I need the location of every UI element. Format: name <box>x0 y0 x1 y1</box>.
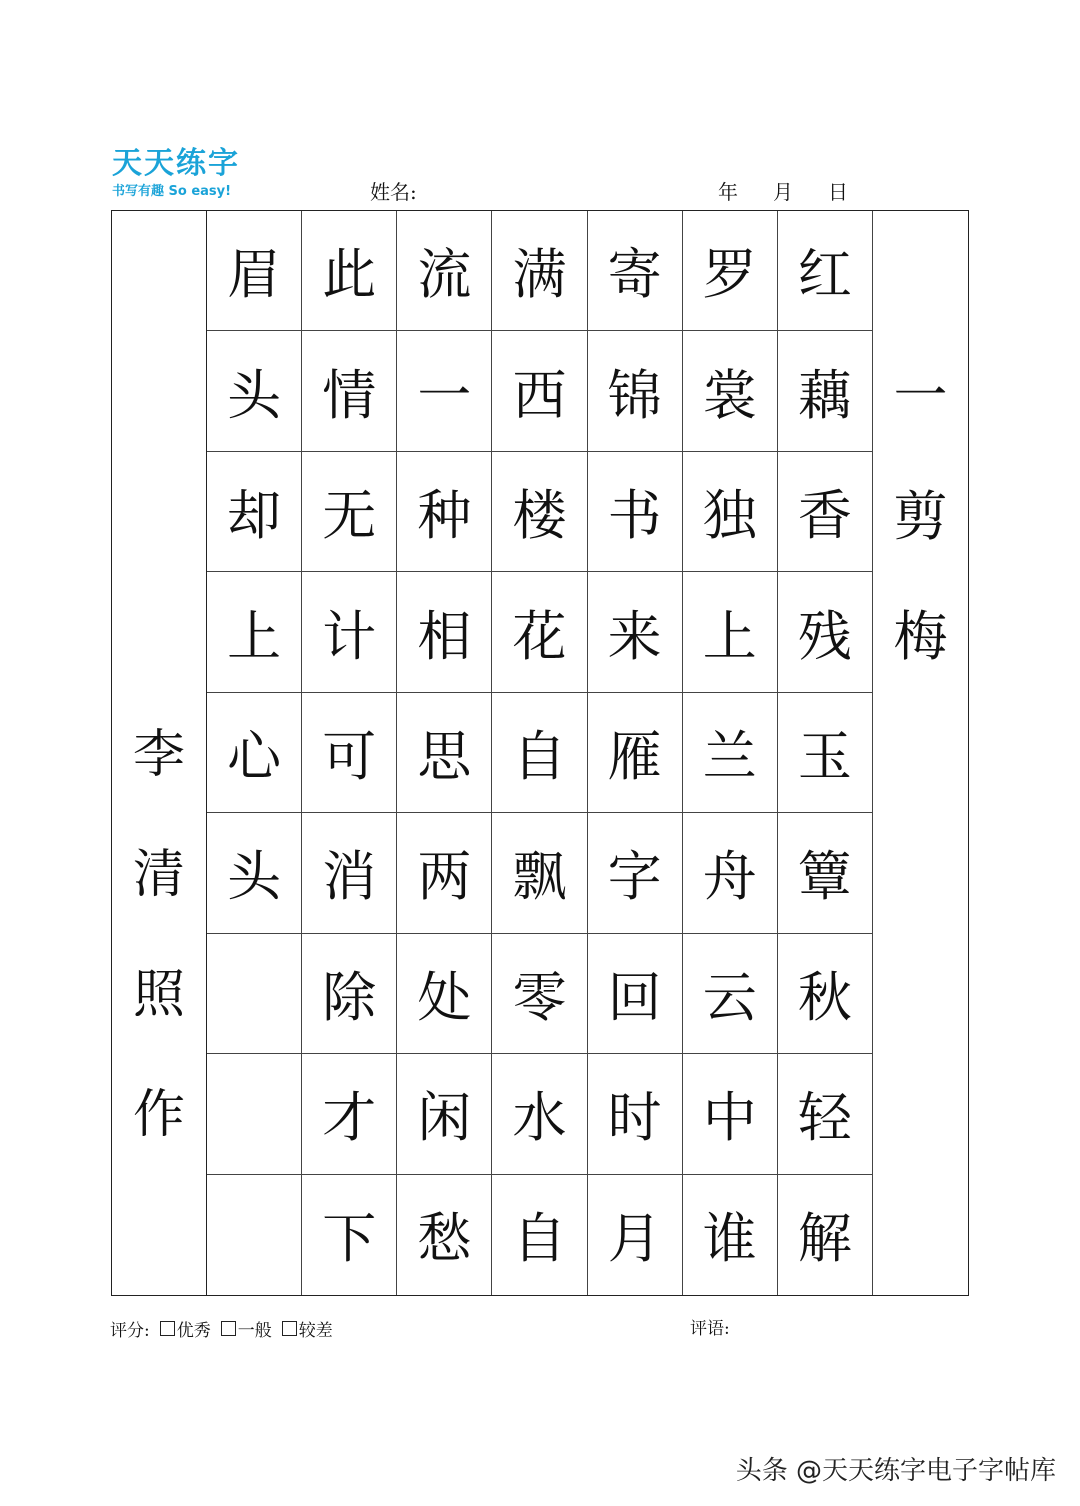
grid-cell: 下 <box>302 1175 397 1295</box>
brand-title: 天天练字 <box>112 146 240 181</box>
grid-cell: 书 <box>588 452 683 572</box>
checkbox-excellent[interactable] <box>160 1321 175 1336</box>
grid-cell: 雁 <box>588 693 683 813</box>
grid-cell: 自 <box>492 693 587 813</box>
name-label: 姓名: <box>370 180 417 204</box>
author-char: 李 <box>132 724 185 785</box>
grid-cell: 消 <box>302 813 397 933</box>
grid-cell <box>873 1175 968 1295</box>
grid-cell: 秋 <box>778 934 873 1054</box>
grid-cell: 香 <box>778 452 873 572</box>
grid-cell: 无 <box>302 452 397 572</box>
grid-cell: 簟 <box>778 813 873 933</box>
grid-cell: 谁 <box>683 1175 778 1295</box>
brand-slogan: 书写有趣 So easy! <box>112 184 232 199</box>
grid-cell: 玉 <box>778 693 873 813</box>
grid-cell: 处 <box>397 934 492 1054</box>
grid-cell: 思 <box>397 693 492 813</box>
grid-cell: 种 <box>397 452 492 572</box>
grid-cell: 云 <box>683 934 778 1054</box>
grid-cell: 罗 <box>683 211 778 331</box>
checkbox-average[interactable] <box>221 1321 236 1336</box>
author-char: 作 <box>132 1084 185 1145</box>
grid-cell <box>873 813 968 933</box>
day-label: 日 <box>828 180 848 204</box>
grid-cell: 时 <box>588 1054 683 1174</box>
grid-cell: 来 <box>588 572 683 692</box>
author-char: 照 <box>132 964 185 1025</box>
grid-cell: 却 <box>207 452 302 572</box>
grid-cell: 头 <box>207 331 302 451</box>
grid-cell: 独 <box>683 452 778 572</box>
grid-cell <box>207 1175 302 1295</box>
grid-cell: 解 <box>778 1175 873 1295</box>
option-poor: 较差 <box>298 1321 333 1341</box>
grid-cell <box>873 934 968 1054</box>
grid-cell: 兰 <box>683 693 778 813</box>
grid-cell: 红 <box>778 211 873 331</box>
grid-cell: 情 <box>302 331 397 451</box>
grid-cell: 心 <box>207 693 302 813</box>
grid-cell: 寄 <box>588 211 683 331</box>
grid-cell: 飘 <box>492 813 587 933</box>
grid-cell: 月 <box>588 1175 683 1295</box>
grid-cell: 一 <box>397 331 492 451</box>
grid-cell: 此 <box>302 211 397 331</box>
option-excellent: 优秀 <box>176 1321 211 1341</box>
grid-cell: 零 <box>492 934 587 1054</box>
grid-cell <box>207 1054 302 1174</box>
month-label: 月 <box>773 180 793 204</box>
grid-cell: 剪 <box>893 484 948 548</box>
grid-cell: 残 <box>778 572 873 692</box>
checkbox-poor[interactable] <box>282 1321 297 1336</box>
grid-cell: 头 <box>207 813 302 933</box>
grid-cell: 闲 <box>397 1054 492 1174</box>
grid-cell: 字 <box>588 813 683 933</box>
author-char: 清 <box>132 844 185 905</box>
grid-cell: 水 <box>492 1054 587 1174</box>
grid-cell: 锦 <box>588 331 683 451</box>
grid-cell: 轻 <box>778 1054 873 1174</box>
year-label: 年 <box>718 180 738 204</box>
grid-cell: 流 <box>397 211 492 331</box>
grid-cell <box>873 211 968 331</box>
practice-grid <box>111 210 969 1296</box>
score-line <box>110 1316 333 1341</box>
grid-cell: 舟 <box>683 813 778 933</box>
grid-cell: 上 <box>683 572 778 692</box>
grid-cell: 可 <box>302 693 397 813</box>
grid-cell: 愁 <box>397 1175 492 1295</box>
grid-cell: 两 <box>397 813 492 933</box>
score-label: 评分: <box>110 1321 150 1341</box>
grid-cell: 除 <box>302 934 397 1054</box>
watermark: 头条 @天天练字电子字帖库 <box>735 1456 1056 1486</box>
author-column <box>112 211 207 1295</box>
comment-label: 评语: <box>690 1319 730 1339</box>
grid-cell: 裳 <box>683 331 778 451</box>
grid-cell: 藕 <box>778 331 873 451</box>
grid-cell: 计 <box>302 572 397 692</box>
grid-cell: 楼 <box>492 452 587 572</box>
grid-cell: 满 <box>492 211 587 331</box>
grid-cell: 眉 <box>207 211 302 331</box>
grid-cell: 花 <box>492 572 587 692</box>
grid-cell <box>873 693 968 813</box>
grid-cell: 上 <box>207 572 302 692</box>
grid-cell: 一 <box>893 364 948 428</box>
grid-cell: 才 <box>302 1054 397 1174</box>
grid-cell: 梅 <box>893 605 948 669</box>
grid-cell: 自 <box>492 1175 587 1295</box>
option-average: 一般 <box>237 1321 272 1341</box>
grid-cell <box>873 1054 968 1174</box>
grid-cell: 西 <box>492 331 587 451</box>
grid-cell: 中 <box>683 1054 778 1174</box>
grid-cell <box>207 934 302 1054</box>
grid-cell: 回 <box>588 934 683 1054</box>
grid-cell: 相 <box>397 572 492 692</box>
date-label <box>718 176 858 205</box>
